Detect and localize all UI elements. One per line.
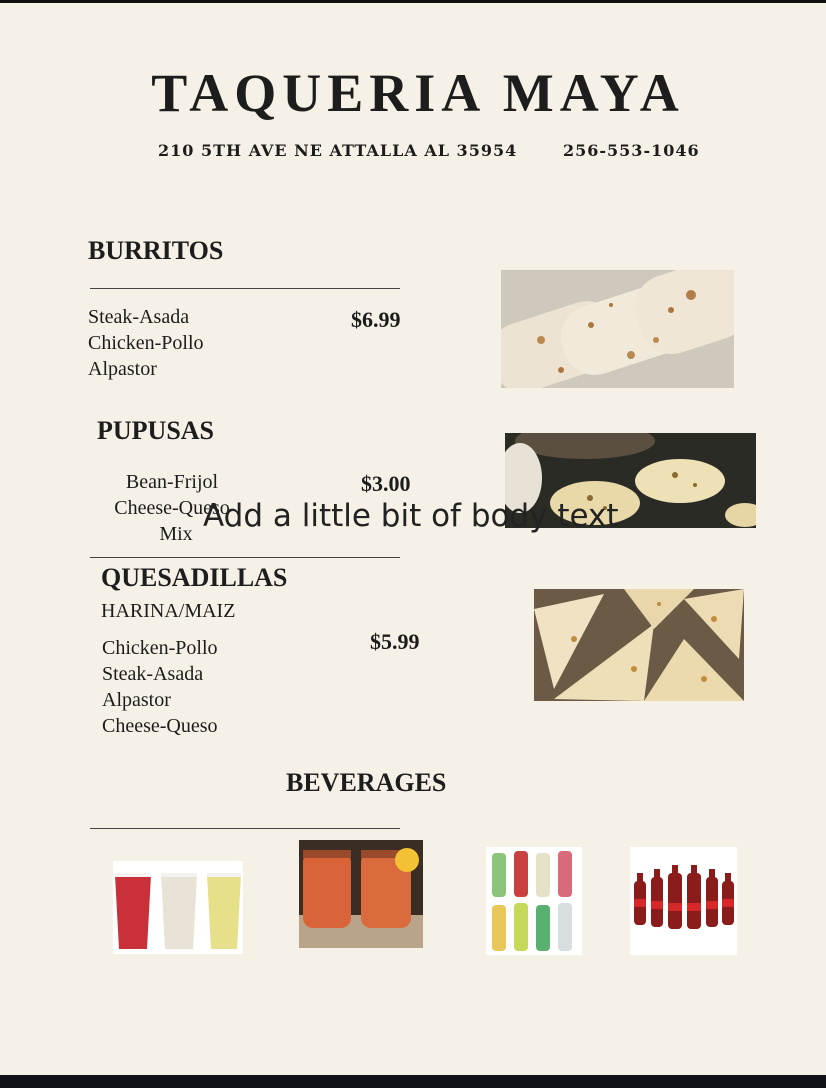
beverages-heading: BEVERAGES xyxy=(286,768,447,797)
burritos-divider xyxy=(90,288,400,289)
menu-item: Cheese-Queso xyxy=(102,715,218,737)
bottom-bar xyxy=(0,1075,826,1088)
top-border xyxy=(0,0,826,3)
quesadillas-subheading: HARINA/MAIZ xyxy=(101,600,236,622)
burritos-price: $6.99 xyxy=(351,307,401,332)
coca-cola-bottles-photo xyxy=(630,847,737,955)
burritos-heading: BURRITOS xyxy=(88,236,224,265)
menu-item: Alpastor xyxy=(102,689,171,711)
quesadillas-price: $5.99 xyxy=(370,629,420,654)
pupusas-price: $3.00 xyxy=(361,471,411,496)
bottled-drinks-photo xyxy=(486,847,582,955)
menu-item: Cheese-Queso xyxy=(114,497,230,519)
pupusas-divider xyxy=(90,557,400,558)
aguas-frescas-photo xyxy=(113,861,243,954)
quesadillas-photo xyxy=(534,589,744,701)
quesadillas-heading: QUESADILLAS xyxy=(101,563,288,592)
menu-item: Steak-Asada xyxy=(102,663,204,685)
menu-item: Bean-Frijol xyxy=(125,471,219,493)
quesadillas-item-list xyxy=(102,635,218,739)
pupusas-heading: PUPUSAS xyxy=(97,416,215,445)
restaurant-title: TAQUERIA MAYA xyxy=(151,63,685,123)
restaurant-phone: 256-553-1046 xyxy=(563,141,700,160)
menu-item: Steak-Asada xyxy=(88,306,190,328)
burritos-photo xyxy=(501,270,734,388)
menu-item: Chicken-Pollo xyxy=(88,332,204,354)
burritos-item-list xyxy=(88,304,204,382)
placeholder-body-text: Add a little bit of body text xyxy=(203,498,619,534)
micheladas-photo xyxy=(299,840,423,948)
menu-item: Chicken-Pollo xyxy=(102,637,218,659)
beverages-divider xyxy=(90,828,400,829)
menu-item: Mix xyxy=(159,523,193,545)
menu-item: Alpastor xyxy=(88,358,157,380)
restaurant-address: 210 5TH AVE NE ATTALLA AL 35954 xyxy=(158,141,518,160)
